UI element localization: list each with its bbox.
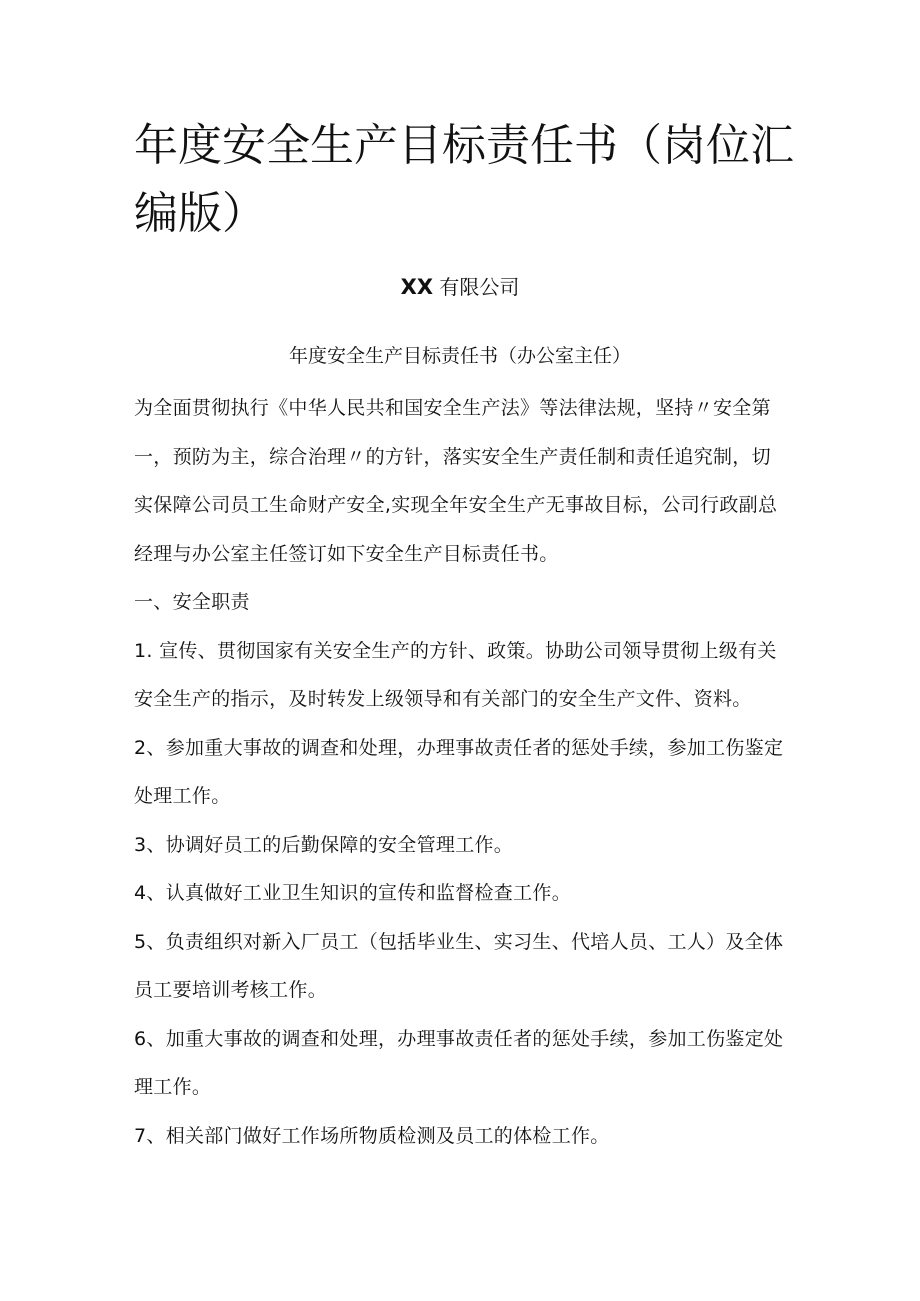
document-title: 年度安全生产目标责任书（岗位汇编版） (134, 120, 794, 239)
section-heading-duties: 一、安全职责 (134, 591, 250, 613)
document-body (134, 384, 790, 1160)
duty-item-1: 1. 宣传、贯彻国家有关安全生产的方针、政策。协助公司领导贯彻上级有关安全生产的指示，及时转发上级领导和有关部门的安全生产文件、资料。 (134, 639, 777, 710)
company-name (0, 270, 920, 304)
duty-item-6: 6、加重大事故的调查和处理，办理事故责任者的惩处手续，参加工伤鉴定处理工作。 (134, 1027, 784, 1098)
intro-paragraph: 为全面贯彻执行《中华人民共和国安全生产法》等法律法规，坚持〃安全第一，预防为主，综合治理〃的方针，落实安全生产责任制和责任追究制，切实保障公司员工生命财产安全,实现全年安全生产无事故目标，公司行政副总经理与办公室主任签订如下安全生产目标责任书。 (134, 397, 778, 565)
duty-item-3: 3、协调好员工的后勤保障的安全管理工作。 (134, 833, 514, 856)
duty-item-7: 7、相关部门做好工作场所物质检测及员工的体检工作。 (134, 1124, 610, 1147)
company-name-prefix: XX (400, 275, 434, 299)
duty-item-2: 2、参加重大事故的调查和处理，办理事故责任者的惩处手续，参加工伤鉴定处理工作。 (134, 736, 784, 807)
company-name-suffix: 有限公司 (433, 275, 520, 299)
duty-item-4: 4、认真做好工业卫生知识的宣传和监督检查工作。 (134, 882, 571, 904)
duty-item-5: 5、负责组织对新入厂员工（包括毕业生、实习生、代培人员、工人）及全体员工要培训考核工作。 (134, 930, 784, 1001)
document-subtitle: 年度安全生产目标责任书（办公室主任） (288, 345, 631, 367)
